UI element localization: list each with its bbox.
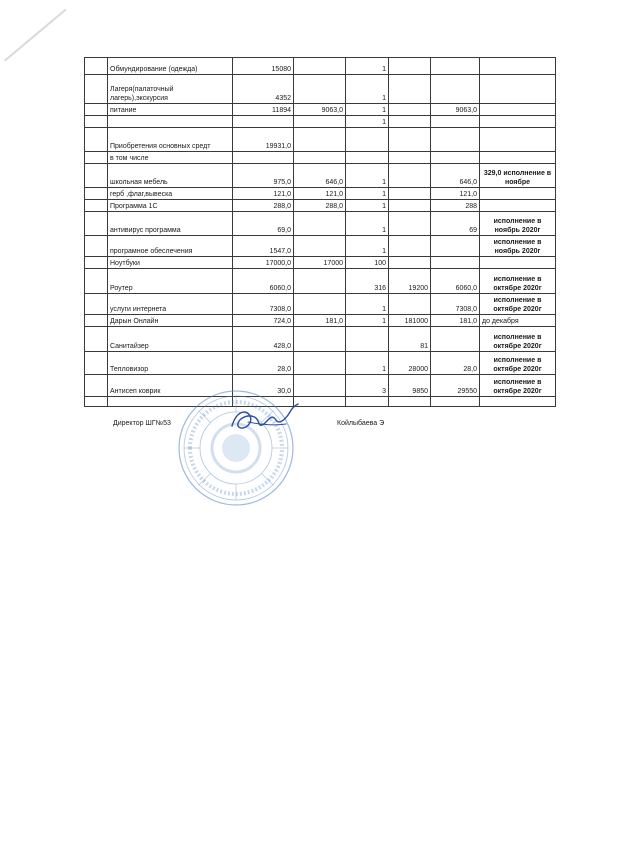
plan-amount-cell: 28,0 xyxy=(233,352,294,375)
plan-amount-cell: 6060,0 xyxy=(233,269,294,294)
table-row xyxy=(85,269,556,294)
total-cell: 646,0 xyxy=(431,164,480,188)
quantity-cell: 1 xyxy=(346,212,389,236)
row-number-cell xyxy=(85,116,108,128)
budget-table xyxy=(84,57,556,407)
note-cell xyxy=(480,75,556,104)
spent-amount-cell xyxy=(294,58,346,75)
note-cell: исполнение в ноябрь 2020г xyxy=(480,212,556,236)
table-row xyxy=(85,128,556,152)
spent-amount-cell xyxy=(294,212,346,236)
unit-price-cell xyxy=(389,164,431,188)
quantity-cell: 1 xyxy=(346,352,389,375)
note-cell: исполнение в октябре 2020г xyxy=(480,375,556,397)
table-row xyxy=(85,164,556,188)
spent-amount-cell xyxy=(294,269,346,294)
spent-amount-cell xyxy=(294,116,346,128)
note-cell: исполнение в октябре 2020г xyxy=(480,352,556,375)
unit-price-cell: 81 xyxy=(389,327,431,352)
spent-amount-cell xyxy=(294,327,346,352)
spent-amount-cell xyxy=(294,375,346,397)
note-cell xyxy=(480,116,556,128)
handwritten-signature-icon xyxy=(228,402,308,442)
row-number-cell xyxy=(85,104,108,116)
spent-amount-cell xyxy=(294,75,346,104)
item-name-cell: Лагеря(палаточный лагерь),экскурсия xyxy=(108,75,233,104)
row-number-cell xyxy=(85,164,108,188)
note-cell xyxy=(480,257,556,269)
item-name-cell: програмное обеслечения xyxy=(108,236,233,257)
unit-price-cell xyxy=(389,58,431,75)
table-row xyxy=(85,58,556,75)
unit-price-cell xyxy=(389,257,431,269)
unit-price-cell xyxy=(389,128,431,152)
plan-amount-cell: 724,0 xyxy=(233,315,294,327)
spent-amount-cell: 9063,0 xyxy=(294,104,346,116)
spent-amount-cell xyxy=(294,152,346,164)
total-cell xyxy=(431,236,480,257)
total-cell: 69 xyxy=(431,212,480,236)
plan-amount-cell: 30,0 xyxy=(233,375,294,397)
total-cell: 7308,0 xyxy=(431,294,480,315)
row-number-cell xyxy=(85,75,108,104)
table-row xyxy=(85,257,556,269)
unit-price-cell xyxy=(389,397,431,407)
unit-price-cell: 9850 xyxy=(389,375,431,397)
item-name-cell: школьная мебель xyxy=(108,164,233,188)
unit-price-cell xyxy=(389,294,431,315)
plan-amount-cell: 11894 xyxy=(233,104,294,116)
quantity-cell: 3 xyxy=(346,375,389,397)
spent-amount-cell xyxy=(294,128,346,152)
quantity-cell: 1 xyxy=(346,75,389,104)
total-cell xyxy=(431,397,480,407)
quantity-cell: 1 xyxy=(346,116,389,128)
spent-amount-cell xyxy=(294,352,346,375)
plan-amount-cell xyxy=(233,152,294,164)
quantity-cell: 1 xyxy=(346,236,389,257)
table-row xyxy=(85,327,556,352)
quantity-cell: 1 xyxy=(346,188,389,200)
director-label: Директор ШГ№53 xyxy=(113,420,171,427)
row-number-cell xyxy=(85,397,108,407)
total-cell xyxy=(431,327,480,352)
unit-price-cell xyxy=(389,200,431,212)
item-name-cell: Санитайзер xyxy=(108,327,233,352)
total-cell: 181,0 xyxy=(431,315,480,327)
table-row xyxy=(85,236,556,257)
table-row xyxy=(85,375,556,397)
total-cell xyxy=(431,128,480,152)
unit-price-cell xyxy=(389,75,431,104)
row-number-cell xyxy=(85,375,108,397)
note-cell: исполнение в октябре 2020г xyxy=(480,269,556,294)
total-cell xyxy=(431,257,480,269)
plan-amount-cell: 7308,0 xyxy=(233,294,294,315)
note-cell: 329,0 исполнение в ноябре xyxy=(480,164,556,188)
quantity-cell xyxy=(346,152,389,164)
note-cell: исполнение в октябре 2020г xyxy=(480,294,556,315)
spent-amount-cell: 17000 xyxy=(294,257,346,269)
plan-amount-cell: 975,0 xyxy=(233,164,294,188)
row-number-cell xyxy=(85,188,108,200)
total-cell: 288 xyxy=(431,200,480,212)
quantity-cell: 1 xyxy=(346,315,389,327)
table-row xyxy=(85,315,556,327)
row-number-cell xyxy=(85,294,108,315)
table-row xyxy=(85,188,556,200)
note-cell xyxy=(480,152,556,164)
table-row xyxy=(85,212,556,236)
plan-amount-cell: 428,0 xyxy=(233,327,294,352)
unit-price-cell xyxy=(389,152,431,164)
note-cell: исполнение в ноябрь 2020г xyxy=(480,236,556,257)
note-cell xyxy=(480,397,556,407)
unit-price-cell xyxy=(389,212,431,236)
unit-price-cell xyxy=(389,236,431,257)
plan-amount-cell: 19931,0 xyxy=(233,128,294,152)
row-number-cell xyxy=(85,152,108,164)
unit-price-cell xyxy=(389,116,431,128)
item-name-cell: в том числе xyxy=(108,152,233,164)
table-row xyxy=(85,116,556,128)
row-number-cell xyxy=(85,269,108,294)
table-row xyxy=(85,294,556,315)
item-name-cell: Тепловизор xyxy=(108,352,233,375)
quantity-cell: 1 xyxy=(346,294,389,315)
quantity-cell: 1 xyxy=(346,104,389,116)
row-number-cell xyxy=(85,200,108,212)
total-cell xyxy=(431,116,480,128)
row-number-cell xyxy=(85,128,108,152)
plan-amount-cell: 288,0 xyxy=(233,200,294,212)
table-row xyxy=(85,75,556,104)
item-name-cell: антивирус программа xyxy=(108,212,233,236)
quantity-cell: 316 xyxy=(346,269,389,294)
unit-price-cell: 28000 xyxy=(389,352,431,375)
item-name-cell: Дарын Онлайн xyxy=(108,315,233,327)
note-cell xyxy=(480,58,556,75)
director-name: Койлыбаева Э xyxy=(337,420,385,427)
total-cell: 29550 xyxy=(431,375,480,397)
plan-amount-cell: 69,0 xyxy=(233,212,294,236)
item-name-cell: Приобретения основных средт xyxy=(108,128,233,152)
plan-amount-cell: 15080 xyxy=(233,58,294,75)
plan-amount-cell: 1547,0 xyxy=(233,236,294,257)
total-cell: 28,0 xyxy=(431,352,480,375)
total-cell xyxy=(431,75,480,104)
quantity-cell: 1 xyxy=(346,200,389,212)
spent-amount-cell xyxy=(294,236,346,257)
spent-amount-cell: 288,0 xyxy=(294,200,346,212)
total-cell: 6060,0 xyxy=(431,269,480,294)
spent-amount-cell: 646,0 xyxy=(294,164,346,188)
plan-amount-cell: 17000,0 xyxy=(233,257,294,269)
table-row xyxy=(85,352,556,375)
table-row xyxy=(85,104,556,116)
row-number-cell xyxy=(85,236,108,257)
row-number-cell xyxy=(85,315,108,327)
quantity-cell xyxy=(346,327,389,352)
table-row xyxy=(85,200,556,212)
table-row xyxy=(85,397,556,407)
row-number-cell xyxy=(85,58,108,75)
budget-table-body xyxy=(85,58,556,407)
total-cell: 9063,0 xyxy=(431,104,480,116)
unit-price-cell xyxy=(389,104,431,116)
total-cell: 121,0 xyxy=(431,188,480,200)
unit-price-cell: 19200 xyxy=(389,269,431,294)
plan-amount-cell: 121,0 xyxy=(233,188,294,200)
row-number-cell xyxy=(85,327,108,352)
note-cell: исполнение в октябре 2020г xyxy=(480,327,556,352)
scan-edge-mark xyxy=(4,9,67,62)
spent-amount-cell: 121,0 xyxy=(294,188,346,200)
item-name-cell: Ноутбуки xyxy=(108,257,233,269)
item-name-cell: питание xyxy=(108,104,233,116)
item-name-cell: услуги интернета xyxy=(108,294,233,315)
item-name-cell: Программа 1С xyxy=(108,200,233,212)
quantity-cell xyxy=(346,397,389,407)
spent-amount-cell xyxy=(294,294,346,315)
quantity-cell: 1 xyxy=(346,58,389,75)
total-cell xyxy=(431,152,480,164)
note-cell xyxy=(480,104,556,116)
plan-amount-cell: 4352 xyxy=(233,75,294,104)
item-name-cell: Антисеп коврик xyxy=(108,375,233,397)
row-number-cell xyxy=(85,352,108,375)
row-number-cell xyxy=(85,212,108,236)
row-number-cell xyxy=(85,257,108,269)
total-cell xyxy=(431,58,480,75)
note-cell xyxy=(480,188,556,200)
note-cell xyxy=(480,200,556,212)
quantity-cell xyxy=(346,128,389,152)
quantity-cell: 100 xyxy=(346,257,389,269)
item-name-cell: Обмундирование (одежда) xyxy=(108,58,233,75)
plan-amount-cell xyxy=(233,116,294,128)
unit-price-cell: 181000 xyxy=(389,315,431,327)
unit-price-cell xyxy=(389,188,431,200)
item-name-cell: герб ,флаг,вывеска xyxy=(108,188,233,200)
quantity-cell: 1 xyxy=(346,164,389,188)
note-cell: до декабря xyxy=(480,315,556,327)
spent-amount-cell: 181,0 xyxy=(294,315,346,327)
item-name-cell: Роутер xyxy=(108,269,233,294)
note-cell xyxy=(480,128,556,152)
item-name-cell xyxy=(108,116,233,128)
table-row xyxy=(85,152,556,164)
